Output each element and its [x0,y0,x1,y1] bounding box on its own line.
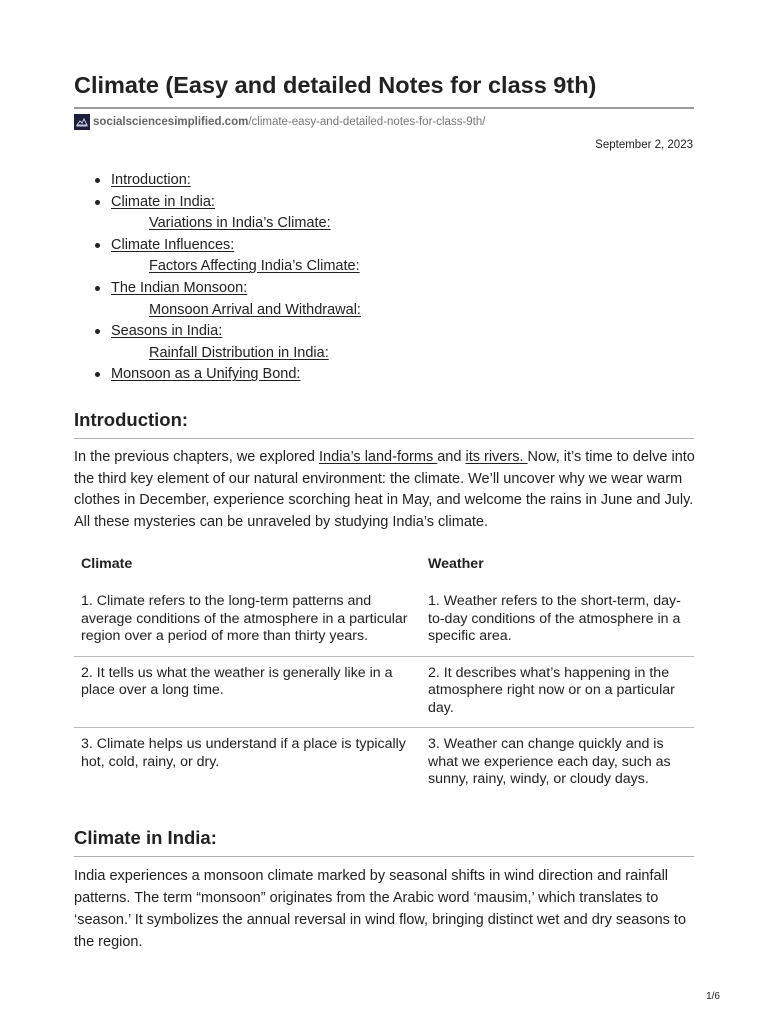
landforms-link[interactable]: India’s land-forms [319,449,438,465]
title-divider [74,107,694,109]
publish-date: September 2, 2023 [595,139,693,151]
bullet-icon [95,200,100,205]
intro-text: Now, it’s time to delve into the third key element of our natural environment: the climate. We’ll uncover why we wear warm clothes in December, experience scorching heat in May, and welcome the rains in June and July. All these mysteries can be unraveled by studying India’s climate. [74,449,695,530]
climate-in-india-paragraph: India experiences a monsoon climate marked by seasonal shifts in wind direction and rainfall patterns. The term “monsoon” originates from the Arabic word ‘mausim,’ which translates to ‘season.’ It symbolizes the annual reversal in wind flow, bringing distinct wet and dry seasons to the region. [74,868,687,950]
toc-link-indian-monsoon[interactable]: The Indian Monsoon: [111,279,248,296]
bullet-icon [95,178,100,183]
toc-link-unifying-bond[interactable]: Monsoon as a Unifying Bond: [111,366,301,383]
toc-item [74,235,694,257]
table-cell: 1. Weather refers to the short-term, day-to-day conditions of the atmosphere in a specific area. [428,593,681,644]
site-logo-icon [74,114,90,130]
toc-link-seasons[interactable]: Seasons in India: [111,323,223,340]
table-cell: 3. Weather can change quickly and is what we experience each day, such as sunny, rainy, windy, or cloudy days. [421,728,694,799]
toc-subitem [74,300,694,322]
bullet-icon [95,329,100,334]
toc-subitem [74,343,694,365]
toc-link-climate-in-india[interactable]: Climate in India: [111,193,215,210]
climate-weather-table [74,550,694,799]
section-divider [74,438,694,439]
page-number: 1/6 [706,991,720,1002]
toc-link-climate-influences[interactable]: Climate Influences: [111,236,235,253]
toc-link-factors[interactable]: Factors Affecting India’s Climate: [149,258,360,275]
table-row [74,728,694,799]
table-cell: 3. Climate helps us understand if a place is typically hot, cold, rainy, or dry. [74,728,421,799]
bullet-icon [95,243,100,248]
table-of-contents [74,170,694,386]
source-line [74,114,485,130]
source-url-link[interactable] [93,116,485,128]
table-header-row [74,550,694,585]
rivers-link[interactable]: its rivers. [465,449,528,465]
toc-link-introduction[interactable]: Introduction: [111,172,191,188]
intro-text: In the previous chapters, we explored [74,449,320,465]
bullet-icon [95,372,100,377]
intro-text: and [437,449,466,465]
toc-link-rainfall[interactable]: Rainfall Distribution in India: [149,344,329,361]
toc-link-variations[interactable]: Variations in India’s Climate: [149,215,331,232]
toc-subitem [74,213,694,235]
toc-item [74,192,694,214]
climate-in-india-heading: Climate in India: [74,827,217,848]
table-cell: 2. It describes what’s happening in the atmosphere right now or on a particular day. [421,656,694,728]
introduction-paragraph [74,447,696,533]
column-header: Climate [81,556,133,572]
source-domain: socialsciencesimplified.com [93,116,249,128]
section-divider [74,856,694,857]
toc-item [74,321,694,343]
table-cell: 1. Climate refers to the long-term patterns and average conditions of the atmosphere in a particular region over a period of more than thirty years. [81,593,408,644]
column-header: Weather [428,556,484,572]
page-title: Climate (Easy and detailed Notes for class 9th) [74,72,597,98]
bullet-icon [95,286,100,291]
toc-item [74,170,694,192]
source-path: /climate-easy-and-detailed-notes-for-class-9th/ [248,116,486,128]
introduction-heading: Introduction: [74,409,189,430]
toc-item [74,364,694,386]
toc-item [74,278,694,300]
toc-subitem [74,256,694,278]
table-cell: 2. It tells us what the weather is generally like in a place over a long time. [74,656,421,728]
table-row [74,585,694,656]
table-row [74,656,694,728]
toc-link-monsoon-arrival[interactable]: Monsoon Arrival and Withdrawal: [149,301,361,318]
